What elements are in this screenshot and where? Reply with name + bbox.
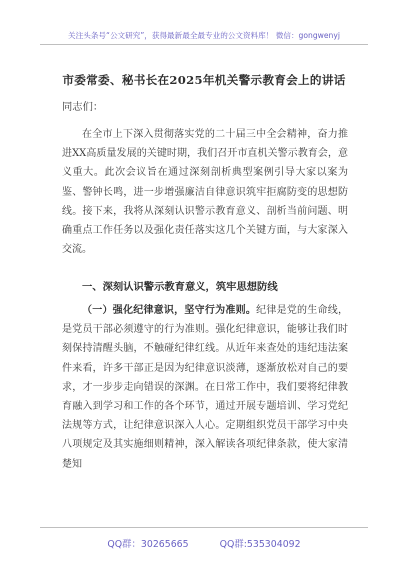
footer — [0, 536, 408, 550]
footer-divider — [40, 527, 368, 528]
document-title: 市委常委、秘书长在2025年机关警示教育会上的讲话 — [62, 73, 346, 87]
subsection-body: 纪律是党的生命线，是党员干部必须遵守的行为准则。强化纪律意识，能够让我们时刻保持清醒头脑，不触碰纪律红线。从近年来查处的违纪违法案件来看，许多干部正是因为纪律意识淡薄，逐渐放松对自己的要求，才一步步走向错误的深渊。在日常工作中，我们要将纪律教育融入到学习和工作的各个环节，通过开展专题培训、学习党纪法规等方式，让纪律意识深入人心。定期组织党员干部学习中央八项规定及其实施细则精神，深入解读各项纪律条款，使大家清楚知 — [62, 305, 349, 470]
intro-paragraph: 在全市上下深入贯彻落实党的二十届三中全会精神，奋力推进XX高质量发展的关键时期，我们召开市直机关警示教育会，意义重大。此次会议旨在通过深刻剖析典型案例引导大家以案为鉴、警钟长鸣，进一步增强廉洁自律意识筑牢拒腐防变的思想防线。接下来，我将从深刻认识警示教育意义、剖析当前问题、明确重点工作任务以及强化责任落实这几个关键方面，与大家深入交流。 — [62, 129, 348, 256]
header-promo-text: 关注头条号“公文研究”，获得最新最全最专业的公文资料库！ 微信：gongwenyj — [68, 31, 340, 40]
footer-qq-group-1: QQ群：30265665 — [107, 539, 189, 550]
subsection-paragraph — [62, 301, 348, 474]
header-divider — [40, 44, 368, 45]
section-heading: 一、深刻认识警示教育意义，筑牢思想防线 — [82, 281, 278, 293]
footer-qq-group-2: QQ群:535304092 — [219, 539, 301, 550]
salutation: 同志们： — [62, 101, 104, 113]
subsection-lead: （一）强化纪律意识，坚守行为准则。 — [82, 305, 257, 316]
